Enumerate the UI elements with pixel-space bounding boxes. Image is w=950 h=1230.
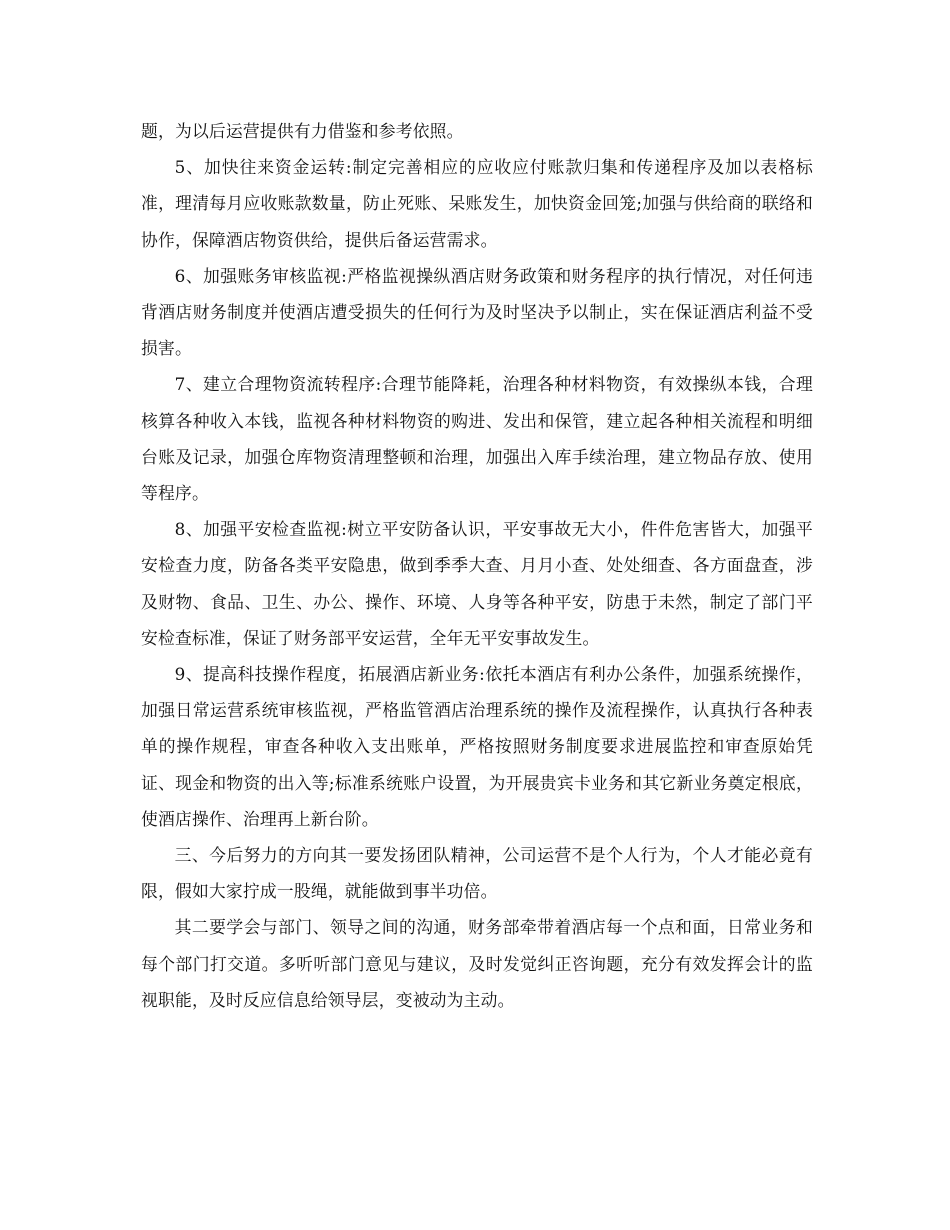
paragraph-section-three: 三、今后努力的方向其一要发扬团队精神，公司运营不是个人行为，个人才能必竟有限，假如大家拧成一股绳，就能做到事半功倍。	[141, 845, 813, 902]
paragraph-item-9: 9、提高科技操作程度，拓展酒店新业务:依托本酒店有利办公条件，加强系统操作，加强日常运营系统审核监视，严格监管酒店治理系统的操作及流程操作，认真执行各种表单的操作规程，审查各种收入支出账单，严格按照财务制度要求进展监控和审查原始凭证、现金和物资的出入等;标准系统账户设置，为开展贵宾卡业务和其它新业务奠定根底，使酒店操作、治理再上新台阶。	[141, 664, 813, 829]
document-page	[141, 113, 813, 1018]
paragraph-second-point: 其二要学会与部门、领导之间的沟通，财务部牵带着酒店每一个点和面，日常业务和每个部门打交道。多听听部门意见与建议，及时发觉纠正咨询题，充分有效发挥会计的监视职能，及时反应信息给领导层，变被动为主动。	[141, 917, 813, 1010]
paragraph-item-7: 7、建立合理物资流转程序:合理节能降耗，治理各种材料物资，有效操纵本钱，合理核算各种收入本钱，监视各种材料物资的购进、发出和保管，建立起各种相关流程和明细台账及记录，加强仓库物资清理整顿和治理，加强出入库手续治理，建立物品存放、使用等程序。	[141, 374, 813, 504]
paragraph-item-5: 5、加快往来资金运转:制定完善相应的应收应付账款归集和传递程序及加以表格标准，理清每月应收账款数量，防止死账、呆账发生，加快资金回笼;加强与供给商的联络和协作，保障酒店物资供给，提供后备运营需求。	[141, 157, 813, 250]
paragraph-item-6: 6、加强账务审核监视:严格监视操纵酒店财务政策和财务程序的执行情况，对任何违背酒店财务制度并使酒店遭受损失的任何行为及时坚决予以制止，实在保证酒店利益不受损害。	[141, 265, 813, 359]
paragraph-continuation: 题，为以后运营提供有力借鉴和参考依照。	[141, 121, 464, 141]
paragraph-item-8: 8、加强平安检查监视:树立平安防备认识，平安事故无大小，件件危害皆大，加强平安检查力度，防备各类平安隐患，做到季季大查、月月小查、处处细查、各方面盘查，涉及财物、食品、卫生、办公、操作、环境、人身等各种平安，防患于未然，制定了部门平安检查标准，保证了财务部平安运营，全年无平安事故发生。	[141, 519, 813, 648]
